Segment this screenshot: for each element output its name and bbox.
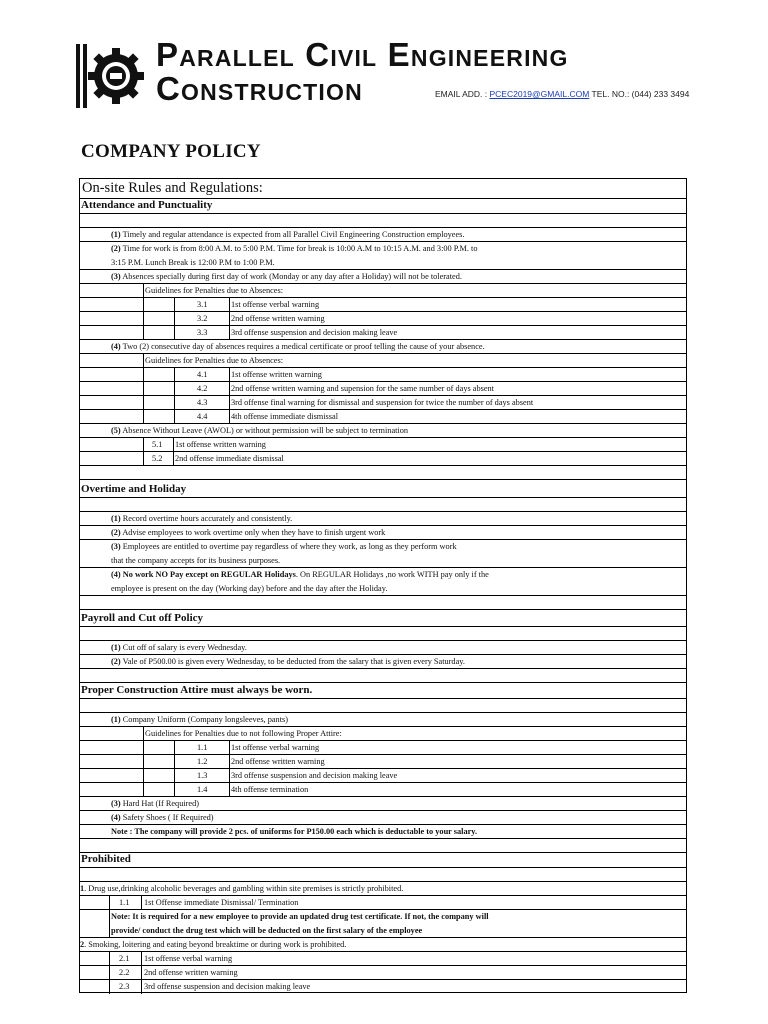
penalty-text: 2nd offense written warning: [231, 757, 325, 766]
item-text: Hard Hat (If Required): [122, 799, 200, 808]
penalty-text: 1st offense written warning: [175, 440, 266, 449]
penalty-text: 1st offense verbal warning: [231, 300, 320, 309]
list-item: [79, 424, 687, 438]
list-item: [79, 512, 687, 526]
penalty-code: 4.3: [197, 398, 208, 407]
penalty-row: [79, 952, 687, 966]
penalty-text: 3rd offense final warning for dismissal and suspension for twice the number of days absent: [231, 398, 534, 407]
blank-row: [79, 214, 687, 228]
penalty-row: [79, 326, 687, 340]
penalty-text: 1st Offense immediate Dismissal/ Termination: [144, 898, 299, 907]
list-item: [79, 228, 687, 242]
penalty-row: [79, 438, 687, 452]
attendance-heading: Attendance and Punctuality: [81, 199, 213, 211]
guideline-text: Guidelines for Penalties due to Absences:: [145, 286, 284, 295]
guideline-text: Guidelines for Penalties due to Absences:: [145, 356, 284, 365]
item-text: . Smoking, loitering and eating beyond breaktime or during work is prohibited.: [84, 940, 347, 949]
section-row: [79, 610, 687, 627]
item-number: (3): [111, 542, 121, 551]
penalty-text: 3rd offense suspension and decision making leave: [231, 328, 398, 337]
item-text: Company Uniform (Company longsleeves, pants): [122, 715, 288, 724]
item-text: . Drug use,drinking alcoholic beverages and gambling within site premises is strictly prohibited.: [84, 884, 404, 893]
item-text: Safety Shoes ( If Required): [122, 813, 214, 822]
penalty-text: 4th offense termination: [231, 785, 309, 794]
penalty-code: 1.1: [119, 898, 130, 907]
penalty-text: 1st offense verbal warning: [231, 743, 320, 752]
section-row: [79, 853, 687, 868]
item-number: (4): [111, 813, 121, 822]
tel-label: TEL. NO.: (044) 233 3494: [591, 89, 690, 99]
item-text: employee is present on the day (Working day) before and the day after the Holiday.: [111, 584, 388, 593]
list-item: [79, 270, 687, 284]
prohibited-note-line2: provide/ conduct the drug test which will be deducted on the first salary of the employee: [111, 926, 423, 935]
note-row: [79, 924, 687, 938]
list-item: [79, 568, 687, 582]
list-item: [79, 713, 687, 727]
item-text: Record overtime hours accurately and consistently.: [122, 514, 293, 523]
guideline-row: [79, 354, 687, 368]
item-number: 1: [80, 884, 85, 893]
item-text: Cut off of salary is every Wednesday.: [122, 643, 247, 652]
penalty-code: 2.1: [119, 954, 130, 963]
penalty-text: 2nd offense written warning and supension for the same number of days absent: [231, 384, 494, 393]
penalty-text: 2nd offense written warning: [144, 968, 238, 977]
item-text: Vale of P500.00 is given every Wednesday, to be deducted from the salary that is given every Saturday.: [122, 657, 465, 666]
list-item: [79, 554, 687, 568]
item-text: Timely and regular attendance is expected from all Parallel Civil Engineering Construction employees.: [122, 230, 465, 239]
section-row: [79, 480, 687, 498]
penalty-code: 3.2: [197, 314, 208, 323]
list-item: [79, 641, 687, 655]
item-number: (5): [111, 426, 121, 435]
item-text: Employees are entitled to overtime pay regardless of where they work, as long as they perform work: [122, 542, 457, 551]
list-item: [79, 797, 687, 811]
company-name-line2: Construction: [156, 70, 363, 107]
item-number: (3): [111, 272, 121, 281]
note-row: [79, 910, 687, 924]
main-heading-row: [79, 178, 687, 199]
item-text: Advise employees to work overtime only when they have to finish urgent work: [122, 528, 386, 537]
penalty-row: [79, 755, 687, 769]
penalty-code: 1.1: [197, 743, 208, 752]
item-number: (1): [111, 514, 121, 523]
penalty-text: 3rd offense suspension and decision making leave: [231, 771, 398, 780]
page-title: COMPANY POLICY: [81, 141, 261, 162]
item-text: Absence Without Leave (AWOL) or without permission will be subject to termination: [122, 426, 409, 435]
penalty-row: [79, 741, 687, 755]
blank-row: [79, 596, 687, 610]
item-number: (2): [111, 528, 121, 537]
blank-row: [79, 669, 687, 683]
list-item: [79, 938, 687, 952]
section-row: [79, 199, 687, 214]
blank-row: [79, 627, 687, 641]
penalty-text: 3rd offense suspension and decision making leave: [144, 982, 311, 991]
prohibited-heading: Prohibited: [81, 853, 131, 865]
item-text-bold: No work NO Pay except on REGULAR Holidays: [122, 570, 296, 579]
item-number: 2: [80, 940, 85, 949]
item-number: (2): [111, 244, 121, 253]
penalty-code: 3.3: [197, 328, 208, 337]
item-number: (4): [111, 570, 121, 579]
item-text: Time for work is from 8:00 A.M. to 5:00 P.M. Time for break is 10:00 A.M to 10:15 A.M. and 3:00 P.M. to: [122, 244, 478, 253]
list-item: [79, 811, 687, 825]
penalty-text: 1st offense written warning: [231, 370, 322, 379]
item-number: (1): [111, 230, 121, 239]
penalty-code: 1.2: [197, 757, 208, 766]
penalty-code: 5.1: [152, 440, 163, 449]
attire-note: Note : The company will provide 2 pcs. of uniforms for P150.00 each which is deductable to your salary.: [111, 827, 478, 836]
email-link[interactable]: PCEC2019@GMAIL.COM: [489, 89, 590, 99]
blank-row: [79, 466, 687, 480]
section-row: [79, 683, 687, 699]
item-number: (1): [111, 643, 121, 652]
list-item: [79, 882, 687, 896]
penalty-text: 1st offense verbal warning: [144, 954, 233, 963]
penalty-row: [79, 783, 687, 797]
list-item: [79, 242, 687, 256]
item-number: (3): [111, 799, 121, 808]
penalty-code: 2.3: [119, 982, 130, 991]
penalty-text: 4th offense immediate dismissal: [231, 412, 338, 421]
item-text: Absences specially during first day of work (Monday or any day after a Holiday) will not be tolerated.: [122, 272, 462, 281]
item-text: . On REGULAR Holidays ,no work WITH pay only if the: [295, 570, 489, 579]
company-logo: [76, 42, 144, 110]
penalty-code: 1.3: [197, 771, 208, 780]
guideline-text: Guidelines for Penalties due to not following Proper Attire:: [145, 729, 342, 738]
penalty-row: [79, 980, 687, 994]
contact-info: [435, 89, 689, 99]
penalty-row: [79, 396, 687, 410]
item-text: that the company accepts for its business purposes.: [111, 556, 281, 565]
penalty-code: 1.4: [197, 785, 208, 794]
prohibited-note-line1: Note: It is required for a new employee to provide an updated drug test certificate. If not, the company will: [111, 912, 489, 921]
penalty-text: 2nd offense immediate dismissal: [175, 454, 284, 463]
penalty-row: [79, 452, 687, 466]
guideline-row: [79, 727, 687, 741]
list-item: [79, 340, 687, 354]
blank-row: [79, 839, 687, 853]
penalty-code: 3.1: [197, 300, 208, 309]
attire-heading: Proper Construction Attire must always be worn.: [81, 684, 313, 696]
item-number: (4): [111, 342, 121, 351]
email-label: EMAIL ADD. :: [435, 89, 488, 99]
item-number: (2): [111, 657, 121, 666]
company-name-line1: Parallel Civil Engineering: [156, 36, 569, 73]
note-row: [79, 825, 687, 839]
list-item: [79, 526, 687, 540]
penalty-code: 4.1: [197, 370, 208, 379]
item-text: 3:15 P.M. Lunch Break is 12:00 P.M to 1:00 P.M.: [111, 258, 275, 267]
list-item: [79, 582, 687, 596]
list-item: [79, 256, 687, 270]
penalty-row: [79, 382, 687, 396]
penalty-code: 5.2: [152, 454, 163, 463]
penalty-text: 2nd offense written warning: [231, 314, 325, 323]
list-item: [79, 540, 687, 554]
penalty-row: [79, 312, 687, 326]
penalty-row: [79, 298, 687, 312]
guideline-row: [79, 284, 687, 298]
penalty-row: [79, 966, 687, 980]
penalty-row: [79, 896, 687, 910]
blank-row: [79, 699, 687, 713]
item-number: (1): [111, 715, 121, 724]
penalty-code: 4.4: [197, 412, 208, 421]
payroll-heading: Payroll and Cut off Policy: [81, 612, 204, 624]
main-heading: On-site Rules and Regulations:: [82, 180, 263, 196]
penalty-code: 2.2: [119, 968, 130, 977]
penalty-row: [79, 368, 687, 382]
list-item: [79, 655, 687, 669]
item-text: Two (2) consecutive day of absences requires a medical certificate or proof telling the cause of your absence.: [122, 342, 485, 351]
overtime-heading: Overtime and Holiday: [81, 483, 187, 495]
penalty-row: [79, 410, 687, 424]
blank-row: [79, 498, 687, 512]
blank-row: [79, 868, 687, 882]
penalty-code: 4.2: [197, 384, 208, 393]
penalty-row: [79, 769, 687, 783]
